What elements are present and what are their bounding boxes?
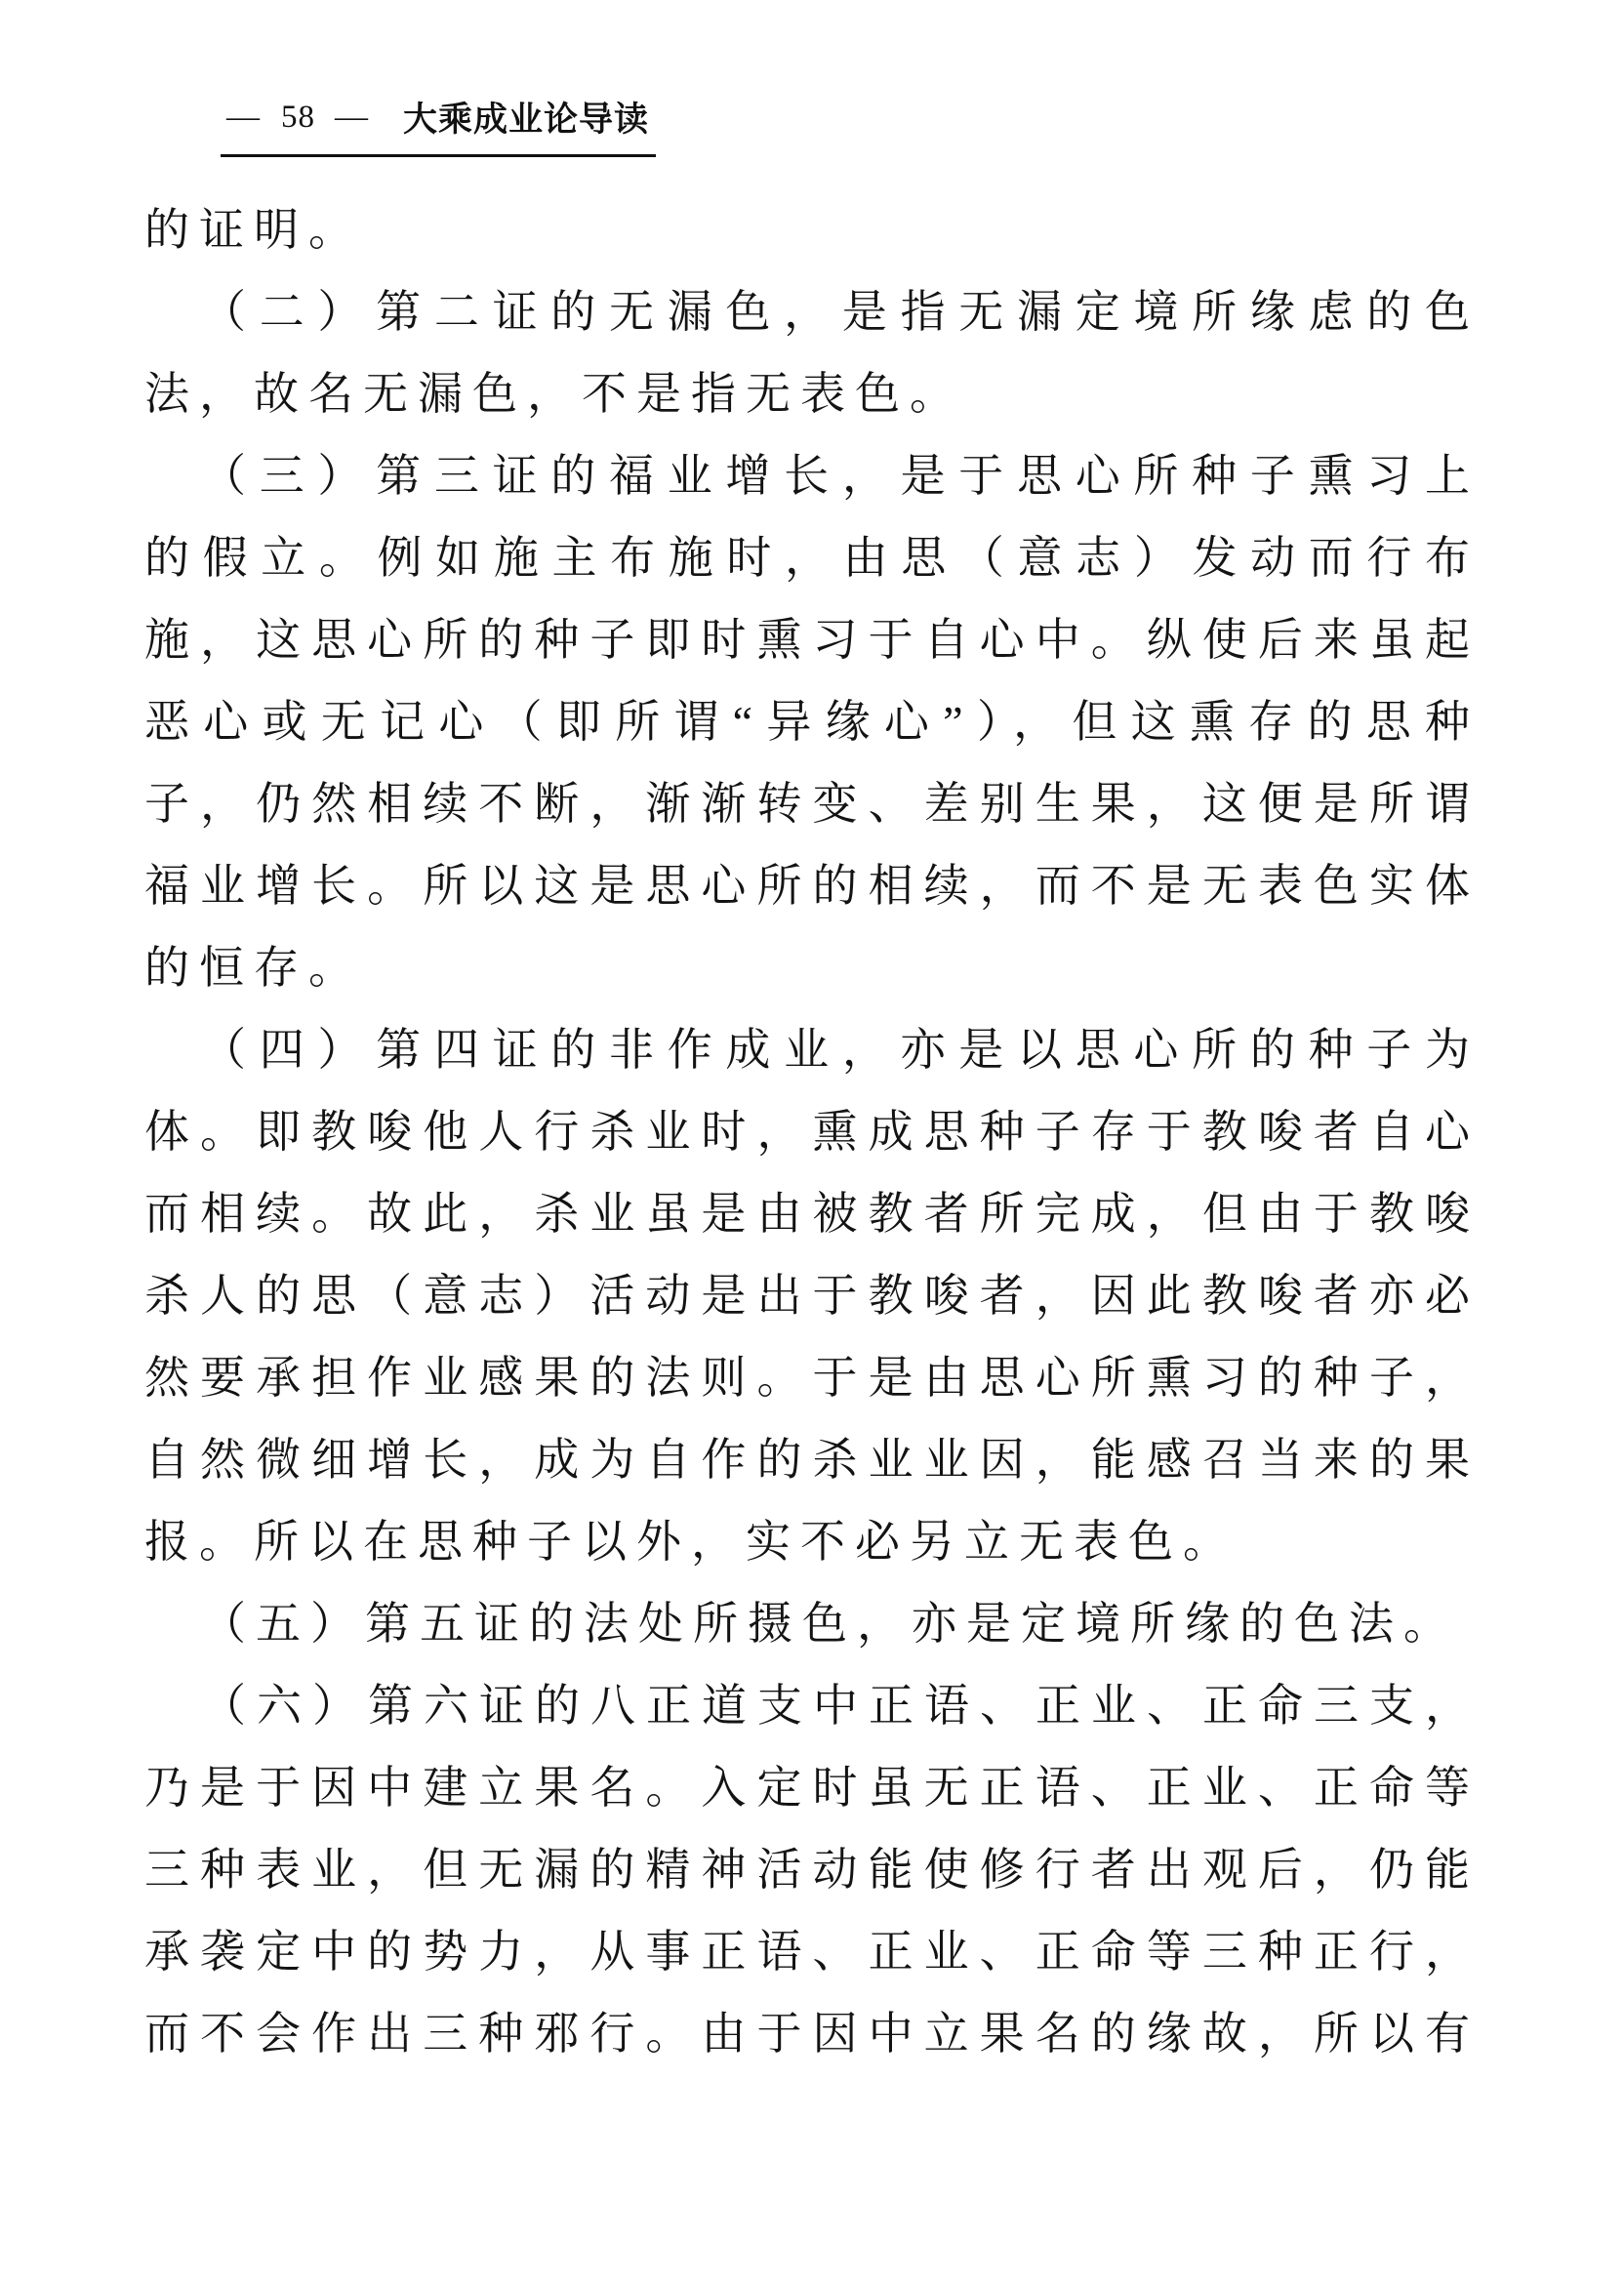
- text-line: 福业增长。所以这是思心所的相续，而不是无表色实体: [144, 861, 1480, 911]
- text-line: 报。所以在思种子以外，实不必另立无表色。: [144, 1517, 1238, 1567]
- text-line: 的恒存。: [144, 943, 363, 993]
- text-line: （二）第二证的无漏色，是指无漏定境所缘虑的色: [201, 287, 1480, 337]
- text-line: 乃是于因中建立果名。入定时虽无正语、正业、正命等: [144, 1763, 1480, 1813]
- text-line: 而不会作出三种邪行。由于因中立果名的缘故，所以有: [144, 2009, 1480, 2059]
- header-rule: [221, 154, 656, 157]
- running-header: [223, 94, 649, 141]
- text-line: 杀人的思（意志）活动是出于教唆者，因此教唆者亦必: [144, 1271, 1480, 1321]
- body-text: [144, 189, 1480, 2075]
- text-line: 而相续。故此，杀业虽是由被教者所完成，但由于教唆: [144, 1189, 1480, 1239]
- text-line: 施，这思心所的种子即时熏习于自心中。纵使后来虽起: [144, 615, 1480, 665]
- text-line: 的证明。: [144, 205, 363, 255]
- text-line: 三种表业，但无漏的精神活动能使修行者出观后，仍能: [144, 1845, 1480, 1895]
- text-line: 然要承担作业感果的法则。于是由思心所熏习的种子，: [144, 1353, 1480, 1403]
- text-line: 恶心或无记心（即所谓“异缘心”），但这熏存的思种: [144, 697, 1480, 747]
- text-line: 的假立。例如施主布施时，由思（意志）发动而行布: [144, 533, 1480, 583]
- text-line: 承袭定中的势力，从事正语、正业、正命等三种正行，: [144, 1927, 1480, 1977]
- text-line: （六）第六证的八正道支中正语、正业、正命三支，: [201, 1681, 1480, 1731]
- text-line: （四）第四证的非作成业，亦是以思心所的种子为: [201, 1025, 1480, 1075]
- text-line: （三）第三证的福业增长，是于思心所种子熏习上: [201, 451, 1480, 501]
- page-number: 58: [281, 99, 315, 135]
- text-line: 法，故名无漏色，不是指无表色。: [144, 369, 964, 419]
- text-line: 子，仍然相续不断，渐渐转变、差别生果，这便是所谓: [144, 779, 1480, 829]
- text-line: （五）第五证的法处所摄色，亦是定境所缘的色法。: [201, 1599, 1458, 1649]
- book-title: 大乘成业论导读: [403, 101, 650, 139]
- text-line: 自然微细增长，成为自作的杀业业因，能感召当来的果: [144, 1435, 1480, 1485]
- header-right-dash: —: [335, 99, 370, 135]
- text-line: 体。即教唆他人行杀业时，熏成思种子存于教唆者自心: [144, 1107, 1480, 1157]
- header-left-dash: —: [226, 99, 262, 135]
